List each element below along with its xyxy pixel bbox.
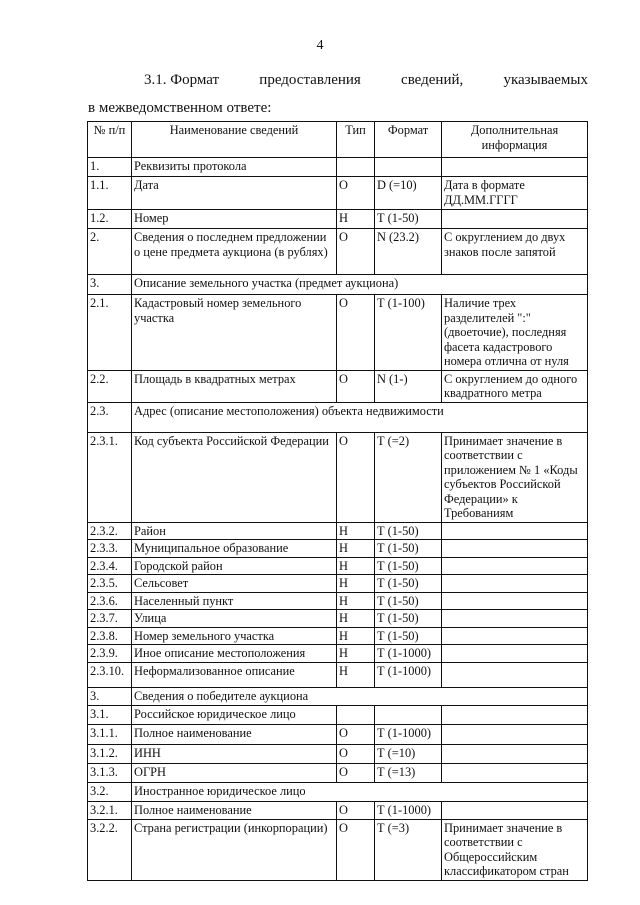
row-section-title-cell: Адрес (описание местоположения) объекта недвижимости xyxy=(132,402,588,432)
table-row xyxy=(88,229,588,275)
row-type-cell: Н xyxy=(337,645,375,663)
row-type-cell: О xyxy=(337,819,375,880)
row-info-cell xyxy=(442,645,588,663)
row-type-cell: О xyxy=(337,177,375,210)
row-number-cell: 2.3.2. xyxy=(88,522,132,540)
row-info-cell: С округлением до двух знаков после запятой xyxy=(442,229,588,275)
row-info-cell xyxy=(442,663,588,688)
header-type: Тип xyxy=(337,122,375,158)
row-format-cell: Т (1-1000) xyxy=(375,802,442,820)
row-number-cell: 2.3.8. xyxy=(88,627,132,645)
row-info-cell xyxy=(442,575,588,593)
table-row xyxy=(88,177,588,210)
table-row xyxy=(88,402,588,432)
page-number: 4 xyxy=(316,38,324,53)
row-info-cell xyxy=(442,802,588,820)
row-format-cell: Т (1-50) xyxy=(375,210,442,229)
table-row xyxy=(88,688,588,706)
row-name-cell: Номер xyxy=(132,210,337,229)
table-row xyxy=(88,706,588,725)
row-name-cell: Код субъекта Российской Федерации xyxy=(132,432,337,522)
row-name-cell: Полное наименование xyxy=(132,725,337,745)
row-name-cell: Площадь в квадратных метрах xyxy=(132,370,337,402)
row-name-cell: Кадастровый номер земельного участка xyxy=(132,295,337,371)
row-number-cell: 3. xyxy=(88,275,132,295)
row-info-cell xyxy=(442,610,588,628)
row-number-cell: 3.2.2. xyxy=(88,819,132,880)
row-info-cell xyxy=(442,745,588,764)
heading-line-2: в межведомственном ответе: xyxy=(88,100,272,116)
row-number-cell: 3.2. xyxy=(88,783,132,802)
row-number-cell: 2.3.3. xyxy=(88,540,132,558)
row-type-cell: Н xyxy=(337,540,375,558)
row-type-cell: Н xyxy=(337,627,375,645)
table-row xyxy=(88,610,588,628)
row-format-cell: Т (=13) xyxy=(375,764,442,783)
row-info-cell: Наличие трех разделителей ":" (двоеточие), последняя фасета кадастрового номера отлична от нуля xyxy=(442,295,588,371)
header-number: № п/п xyxy=(88,122,132,158)
row-number-cell: 1. xyxy=(88,158,132,177)
row-type-cell: О xyxy=(337,764,375,783)
row-type-cell: Н xyxy=(337,610,375,628)
row-name-cell: Городской район xyxy=(132,557,337,575)
table-row xyxy=(88,210,588,229)
row-format-cell: Т (1-50) xyxy=(375,575,442,593)
row-type-cell: О xyxy=(337,745,375,764)
table-row xyxy=(88,540,588,558)
row-type-cell: О xyxy=(337,802,375,820)
row-number-cell: 2.3.5. xyxy=(88,575,132,593)
header-info: Дополнительная информация xyxy=(442,122,588,158)
header-format: Формат xyxy=(375,122,442,158)
row-info-cell: С округлением до одного квадратного метра xyxy=(442,370,588,402)
row-info-cell xyxy=(442,557,588,575)
row-number-cell: 3.2.1. xyxy=(88,802,132,820)
row-format-cell: D (=10) xyxy=(375,177,442,210)
row-name-cell: ОГРН xyxy=(132,764,337,783)
row-format-cell: N (1-) xyxy=(375,370,442,402)
row-type-cell: О xyxy=(337,432,375,522)
row-number-cell: 3.1.1. xyxy=(88,725,132,745)
row-number-cell: 3.1.2. xyxy=(88,745,132,764)
table-header-row xyxy=(88,122,588,158)
row-info-cell xyxy=(442,764,588,783)
table-row xyxy=(88,522,588,540)
table-row xyxy=(88,592,588,610)
row-section-title-cell: Сведения о победителе аукциона xyxy=(132,688,588,706)
row-number-cell: 2.3.9. xyxy=(88,645,132,663)
row-number-cell: 2.1. xyxy=(88,295,132,371)
row-section-title-cell: Описание земельного участка (предмет аукциона) xyxy=(132,275,588,295)
row-format-cell: Т (=10) xyxy=(375,745,442,764)
row-type-cell: О xyxy=(337,725,375,745)
row-info-cell xyxy=(442,706,588,725)
row-number-cell: 2.3.7. xyxy=(88,610,132,628)
row-name-cell: Район xyxy=(132,522,337,540)
row-type-cell: Н xyxy=(337,557,375,575)
row-format-cell: Т (1-50) xyxy=(375,610,442,628)
row-format-cell: Т (1-50) xyxy=(375,592,442,610)
row-name-cell: Дата xyxy=(132,177,337,210)
section-heading xyxy=(88,66,588,122)
row-number-cell: 2.2. xyxy=(88,370,132,402)
row-number-cell: 2. xyxy=(88,229,132,275)
heading-word: предоставления xyxy=(259,72,361,88)
row-number-cell: 1.2. xyxy=(88,210,132,229)
row-format-cell: N (23.2) xyxy=(375,229,442,275)
table-row xyxy=(88,275,588,295)
heading-word: сведений, xyxy=(401,72,464,88)
row-name-cell: Улица xyxy=(132,610,337,628)
row-name-cell: Полное наименование xyxy=(132,802,337,820)
row-number-cell: 3.1.3. xyxy=(88,764,132,783)
heading-word: указываемых xyxy=(503,72,588,88)
row-number-cell: 1.1. xyxy=(88,177,132,210)
row-type-cell: Н xyxy=(337,575,375,593)
row-type-cell: О xyxy=(337,295,375,371)
row-format-cell: Т (=2) xyxy=(375,432,442,522)
row-type-cell: Н xyxy=(337,592,375,610)
row-info-cell xyxy=(442,627,588,645)
table-row xyxy=(88,575,588,593)
row-name-cell: Неформализованное описание xyxy=(132,663,337,688)
table-row xyxy=(88,432,588,522)
table-row xyxy=(88,802,588,820)
row-name-cell: Сведения о последнем предложении о цене предмета аукциона (в рублях) xyxy=(132,229,337,275)
table-row xyxy=(88,725,588,745)
row-format-cell: Т (=3) xyxy=(375,819,442,880)
data-format-table xyxy=(87,121,588,881)
row-format-cell: Т (1-1000) xyxy=(375,725,442,745)
row-format-cell: Т (1-1000) xyxy=(375,645,442,663)
row-number-cell: 2.3.4. xyxy=(88,557,132,575)
row-name-cell: Сельсовет xyxy=(132,575,337,593)
header-name: Наименование сведений xyxy=(132,122,337,158)
row-number-cell: 2.3.10. xyxy=(88,663,132,688)
row-info-cell xyxy=(442,540,588,558)
row-format-cell: Т (1-100) xyxy=(375,295,442,371)
row-name-cell: ИНН xyxy=(132,745,337,764)
row-info-cell xyxy=(442,158,588,177)
row-type-cell: О xyxy=(337,229,375,275)
row-number-cell: 2.3. xyxy=(88,402,132,432)
row-info-cell: Принимает значение в соответствии с Общероссийским классификатором стран xyxy=(442,819,588,880)
table-row xyxy=(88,645,588,663)
row-info-cell: Дата в формате ДД.ММ.ГГГГ xyxy=(442,177,588,210)
row-name-cell: Реквизиты протокола xyxy=(132,158,337,177)
heading-word: 3.1. Формат xyxy=(144,72,220,88)
table-row xyxy=(88,295,588,371)
table-row xyxy=(88,627,588,645)
table-row xyxy=(88,783,588,802)
row-info-cell xyxy=(442,210,588,229)
row-section-title-cell: Иностранное юридическое лицо xyxy=(132,783,588,802)
row-name-cell: Муниципальное образование xyxy=(132,540,337,558)
table-row xyxy=(88,158,588,177)
row-format-cell: Т (1-50) xyxy=(375,627,442,645)
row-type-cell xyxy=(337,158,375,177)
row-number-cell: 3.1. xyxy=(88,706,132,725)
row-format-cell: Т (1-50) xyxy=(375,557,442,575)
row-format-cell: Т (1-50) xyxy=(375,540,442,558)
row-format-cell: Т (1-1000) xyxy=(375,663,442,688)
table-row xyxy=(88,557,588,575)
row-name-cell: Страна регистрации (инкорпорации) xyxy=(132,819,337,880)
row-name-cell: Российское юридическое лицо xyxy=(132,706,337,725)
table-row xyxy=(88,663,588,688)
row-number-cell: 2.3.1. xyxy=(88,432,132,522)
row-format-cell xyxy=(375,706,442,725)
row-info-cell xyxy=(442,592,588,610)
row-info-cell: Принимает значение в соответствии с приложением № 1 «Коды субъектов Российской Федерации» к Требованиям xyxy=(442,432,588,522)
table-row xyxy=(88,819,588,880)
row-format-cell: Т (1-50) xyxy=(375,522,442,540)
table-row xyxy=(88,764,588,783)
table-row xyxy=(88,370,588,402)
row-info-cell xyxy=(442,522,588,540)
row-number-cell: 3. xyxy=(88,688,132,706)
row-info-cell xyxy=(442,725,588,745)
row-format-cell xyxy=(375,158,442,177)
row-number-cell: 2.3.6. xyxy=(88,592,132,610)
heading-line-1 xyxy=(88,66,588,94)
row-type-cell: Н xyxy=(337,663,375,688)
row-type-cell: О xyxy=(337,370,375,402)
row-name-cell: Населенный пункт xyxy=(132,592,337,610)
row-type-cell xyxy=(337,706,375,725)
row-name-cell: Иное описание местоположения xyxy=(132,645,337,663)
table-body xyxy=(88,158,588,881)
row-type-cell: Н xyxy=(337,522,375,540)
table-row xyxy=(88,745,588,764)
row-type-cell: Н xyxy=(337,210,375,229)
row-name-cell: Номер земельного участка xyxy=(132,627,337,645)
